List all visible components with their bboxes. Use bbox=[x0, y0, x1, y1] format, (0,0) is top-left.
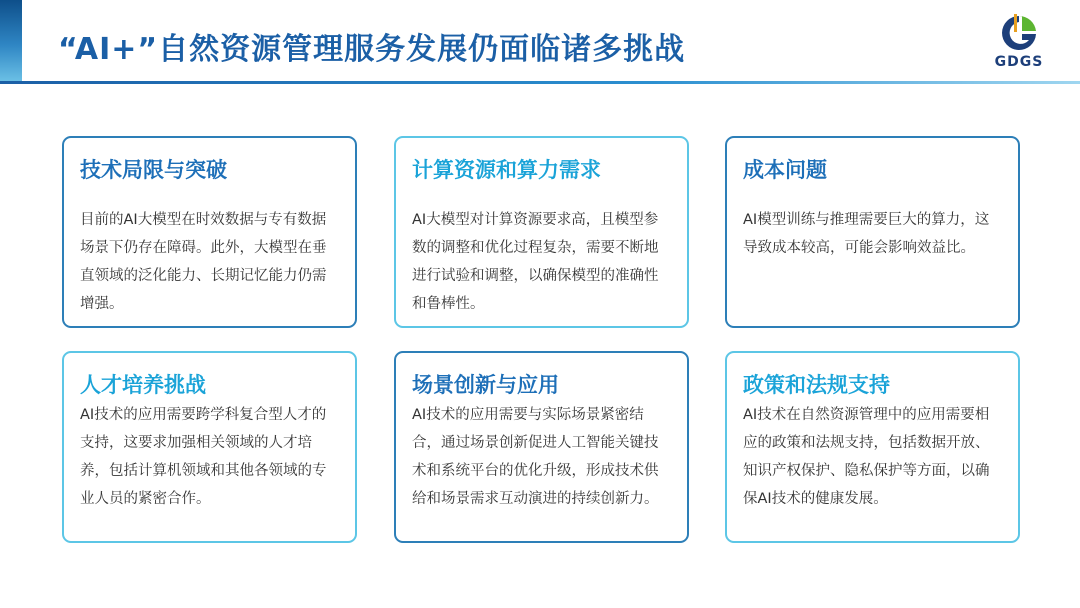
header-divider bbox=[0, 81, 1080, 84]
card-talent bbox=[62, 351, 357, 543]
card-title: 成本问题 bbox=[743, 158, 827, 182]
card-scenario-innovation bbox=[394, 351, 689, 543]
card-title: 计算资源和算力需求 bbox=[412, 158, 601, 182]
logo-mark-icon bbox=[986, 12, 1052, 56]
card-compute-resources bbox=[394, 136, 689, 328]
card-cost bbox=[725, 136, 1020, 328]
card-title: 场景创新与应用 bbox=[412, 373, 559, 397]
logo-text: GDGS bbox=[994, 54, 1044, 70]
card-tech-limits bbox=[62, 136, 357, 328]
card-body: AI技术的应用需要与实际场景紧密结合，通过场景创新促进人工智能关键技术和系统平台的优化升级，形成技术供给和场景需求互动演进的持续创新力。 bbox=[412, 407, 659, 507]
card-title: 人才培养挑战 bbox=[80, 373, 206, 397]
card-body: AI技术的应用需要跨学科复合型人才的支持，这要求加强相关领域的人才培养，包括计算机领域和其他各领域的专业人员的紧密合作。 bbox=[80, 407, 327, 507]
card-title: 技术局限与突破 bbox=[80, 158, 227, 182]
header-decor-image bbox=[0, 0, 22, 82]
card-title: 政策和法规支持 bbox=[743, 373, 890, 397]
gdgs-logo bbox=[986, 12, 1052, 74]
card-body: AI模型训练与推理需要巨大的算力，这导致成本较高，可能会影响效益比。 bbox=[743, 212, 990, 256]
card-body: 目前的AI大模型在时效数据与专有数据场景下仍存在障碍。此外，大模型在垂直领域的泛化能力、长期记忆能力仍需增强。 bbox=[80, 212, 327, 312]
slide-title: “AI+”自然资源管理服务发展仍面临诸多挑战 bbox=[58, 32, 686, 67]
card-policy bbox=[725, 351, 1020, 543]
card-body: AI大模型对计算资源要求高，且模型参数的调整和优化过程复杂，需要不断地进行试验和调整，以确保模型的准确性和鲁棒性。 bbox=[412, 212, 659, 312]
card-body: AI技术在自然资源管理中的应用需要相应的政策和法规支持，包括数据开放、知识产权保护、隐私保护等方面，以确保AI技术的健康发展。 bbox=[743, 407, 990, 507]
